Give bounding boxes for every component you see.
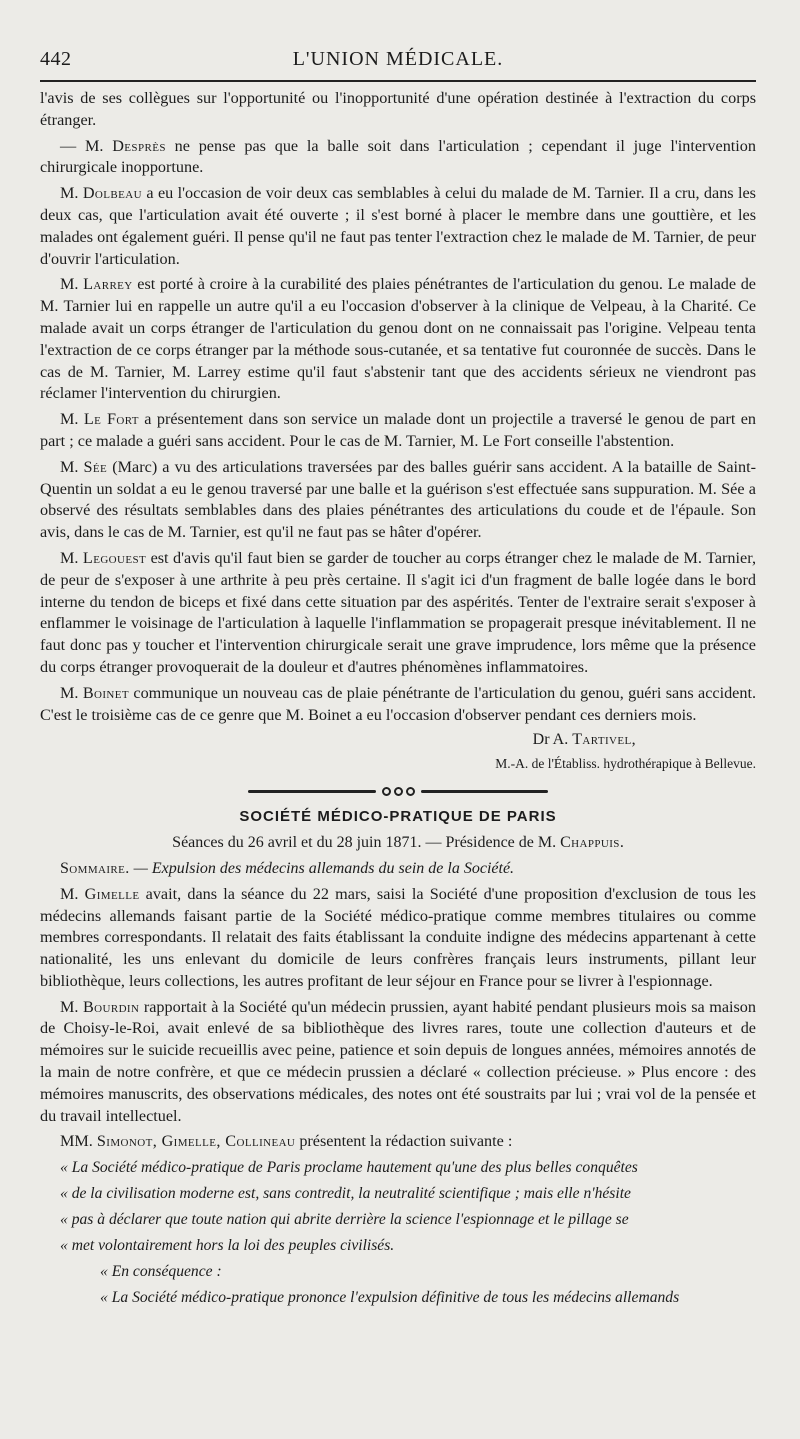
signature-author: Tartivel,: [572, 731, 636, 749]
paragraph-lead: M.: [60, 275, 84, 294]
paragraph-lead: MM.: [60, 1132, 97, 1151]
section-title: SOCIÉTÉ MÉDICO-PRATIQUE DE PARIS: [239, 808, 557, 826]
signature-prefix: Dr A.: [532, 731, 573, 749]
paragraph-text: présentent la rédaction suivante :: [295, 1132, 513, 1151]
quote-line: « En conséquence :: [100, 1263, 222, 1281]
page-number: 442: [40, 48, 72, 70]
ornament-line-right: [421, 790, 549, 793]
running-title: L'UNION MÉDICALE.: [292, 48, 504, 70]
paragraph-text: est porté à croire à la curabilité des plaies pénétrantes de l'articulation du genou. Le malade de M. Tarnier lui en rappelle un autre qu'il a eu l'occasion d'observer à la clinique de Velpeau, à la Charité. Ce malade avait un corps étranger de l'articulation du genou dont on ne connaissait pas l'origine. Velpeau tenta l'extraction de ce corps étranger par la méthode sous-cutanée, et sa tentative fut couronnée de succès. Dans le cas de M. Tarnier, M. Larrey estime qu'il faut s'abstenir tant que des accidents sérieux ne viendront pas réclamer l'intervention du chirurgien.: [40, 275, 756, 403]
speaker-name: Sée: [83, 457, 108, 476]
speaker-name: Desprès: [112, 136, 166, 155]
quote-line: « pas à déclarer que toute nation qui abrite derrière la science l'espionnage et le pillage se: [60, 1211, 629, 1229]
paragraph-text: est d'avis qu'il faut bien se garder de toucher au corps étranger chez le malade de M. Tarnier, de peur de s'exposer à une arthrite à peu près certaine. Il s'agit ici d'un fragment de balle logée dans le bord interne du tendon de biceps et fixé dans cette situation par des aspérités. Tenter de l'extraire serait s'exposer à enflammer le voisinage de l'articulation à laquelle l'inflammation se propagerait presque inévitablement. Il ne faut donc pas y toucher et l'intervention chirurgicale serait une grave imprudence, lors même que la présence du corps étranger provoquerait de la douleur et d'autres phénomènes inflammatoires.: [40, 548, 756, 676]
quote-line: « de la civilisation moderne est, sans contredit, la neutralité scientifique ; mais elle n'hésite: [60, 1185, 631, 1203]
paragraph-text: a eu l'occasion de voir deux cas semblables à celui du malade de M. Tarnier. Il a cru, dans les deux cas, que l'articulation avait été ouverte ; il s'est borné à placer le membre dans une gouttière, et les malades ont également guéri. Il pense qu'il ne faut pas tenter l'extraction chez le malade de M. Tarnier, de peur d'ouvrir l'articulation.: [40, 184, 756, 268]
paragraph-text: rapportait à la Société qu'un médecin prussien, ayant habité pendant plusieurs mois sa maison de Choisy-le-Roi, avait enlevé de sa bibliothèque des livres rares, toute une collection d'auteurs et de mémoires sur le suicide recueillis avec peine, patience et soin depuis de longues années, mémoires annotés de la main de notre confrère, et que ce médecin prussien a déclaré « collection précieuse. » Plus encore : des mémoires manuscrits, des observations médicales, des notes ont été soustraits par lui ; vrai vol de la pensée et du travail intellectuel.: [40, 997, 756, 1125]
paragraph-legouest: [40, 548, 756, 679]
section-subtitle: [40, 832, 756, 854]
paragraph-despres: [40, 136, 756, 180]
ornament-dot: [394, 787, 403, 796]
paragraph-lead: M.: [60, 184, 83, 203]
paragraph-dolbeau: [40, 183, 756, 270]
paragraph-text: avait, dans la séance du 22 mars, saisi la Société d'une proposition d'exclusion de tous les médecins allemands faisant partie de la Société médico-pratique comme membres titulaires ou comme membres correspondants. Il relatait des faits établissant la conduite indigne des médecins appartenant à cette nationalité, les uns enlevant du domicile de leurs confrères français leurs instruments, pillant leur bibliothèque, leurs collections, les autres profitant de leur séjour en France pour se livrer à l'espionnage.: [40, 884, 756, 990]
signature-name: [40, 730, 756, 750]
paragraph-lead: M.: [60, 683, 83, 702]
article-body: [40, 88, 756, 1309]
paragraph-larrey: [40, 274, 756, 405]
speaker-name: Bourdin: [82, 997, 140, 1016]
ornament-dot: [382, 787, 391, 796]
paragraph-text: ne pense pas que la balle soit dans l'articulation ; cependant il juge l'intervention chirurgicale inopportune.: [40, 136, 756, 177]
speaker-name: Legouest: [82, 548, 147, 567]
paragraph-text: communique un nouveau cas de plaie pénétrante de l'articulation du genou, guéri sans accident. C'est le troisième cas de ce genre que M. Boinet a eu l'occasion d'observer pendant ces derniers mois.: [40, 683, 756, 724]
sommaire-label: Sommaire.: [60, 859, 130, 877]
paragraph-see: [40, 457, 756, 544]
sommaire-text: — Expulsion des médecins allemands du sein de la Société.: [129, 859, 515, 877]
quote-line: « met volontairement hors la loi des peuples civilisés.: [60, 1237, 395, 1255]
subtitle-end: .: [619, 834, 624, 852]
paragraph-lead: M.: [60, 997, 83, 1016]
sommaire: [40, 858, 756, 880]
speaker-name: Larrey: [83, 275, 133, 294]
paragraph-lead: — M.: [60, 136, 113, 155]
speaker-names: Simonot, Gimelle, Collineau: [96, 1132, 296, 1151]
speaker-name: Dolbeau: [82, 184, 142, 203]
paragraph-boinet: [40, 683, 756, 727]
paragraph-text: l'avis de ses collègues sur l'opportunité ou l'inopportunité d'une opération destinée à l'extraction du corps étranger.: [40, 89, 756, 129]
speaker-name: Le Fort: [83, 410, 139, 429]
paragraph-gimelle: [40, 884, 756, 993]
ornament-center: [376, 787, 421, 796]
paragraph-le-fort: [40, 409, 756, 453]
page-header: [40, 46, 756, 82]
paragraph-continuation: [40, 88, 756, 132]
president-name: Chappuis: [560, 834, 620, 852]
quote-line: « La Société médico-pratique de Paris proclame hautement qu'une des plus belles conquêtes: [60, 1159, 638, 1177]
paragraph-lead: M.: [60, 884, 85, 903]
paragraph-lead: M.: [60, 548, 83, 567]
paragraph-bourdin: [40, 997, 756, 1128]
paragraph-simonot: [40, 1131, 756, 1153]
section-divider-ornament: [248, 784, 548, 798]
paragraph-text: a présentement dans son service un malade dont un projectile a traversé le genou de part en part ; ce malade a guéri sans accident. Pour le cas de M. Tarnier, M. Le Fort conseille l'abstention.: [40, 410, 756, 450]
paragraph-lead: M.: [60, 410, 84, 429]
paragraph-text: (Marc) a vu des articulations traversées par des balles guérir sans accident. A la bataille de Saint-Quentin un soldat a eu le genou traversé par une balle et la guérison s'est effectuée sans suppuration. M. Sée a observé des résultats semblables dans des plaies pénétrantes des articulations du coude et de l'épaule. Son avis, dans le cas de M. Tarnier, est qu'il ne faut pas se hâter d'opérer.: [40, 457, 756, 542]
ornament-dot: [406, 787, 415, 796]
resolution-quote: [40, 1157, 756, 1309]
signature-title: M.-A. de l'Établiss. hydrothérapique à Bellevue.: [495, 756, 756, 772]
quote-line: « La Société médico-pratique prononce l'expulsion définitive de tous les médecins allemands: [100, 1289, 680, 1307]
speaker-name: Gimelle: [84, 884, 140, 903]
subtitle-text: Séances du 26 avril et du 28 juin 1871. — Présidence de M.: [172, 834, 561, 852]
ornament-line-left: [248, 790, 376, 793]
paragraph-lead: M.: [60, 457, 84, 476]
speaker-name: Boinet: [82, 683, 130, 702]
